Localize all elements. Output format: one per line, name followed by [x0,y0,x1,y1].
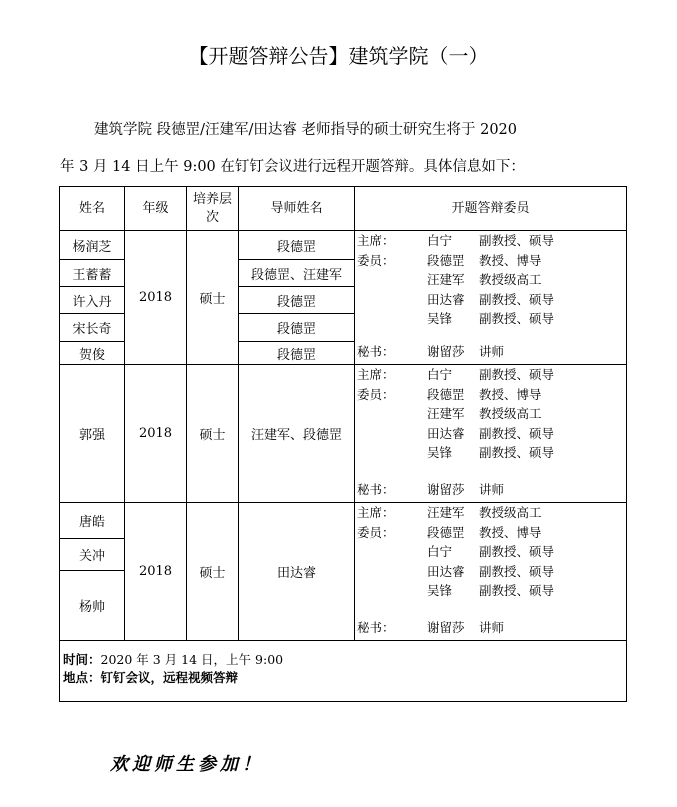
table-row [60,365,627,503]
advisor-cell: 段德罡 [239,342,355,365]
grade-cell: 2018 [125,503,187,641]
advisor-cell: 田达睿 [239,503,355,641]
student-name: 杨润芝 [60,231,125,260]
welcome-message: 欢迎师生参加！ [110,754,264,775]
committee-cell: 主席： 白宁 副教授、硕导 委员： 段德罡 教授、博导 汪建军 教授级高工 田达睿 副教授、硕导 吴锋 副教授、硕导 秘书： 谢留莎 讲师 [355,365,627,503]
table-header-row [60,187,627,231]
student-name: 许入丹 [60,287,125,314]
student-name: 唐皓 [60,503,125,539]
intro-line-2: 年 3 月 14 日上午 9:00 在钉钉会议进行远程开题答辩。具体信息如下： [60,159,525,175]
secretary-row: 秘书： 谢留莎 讲师 [357,481,505,497]
time-place-cell [60,641,627,702]
header-name: 姓名 [60,187,125,231]
level-cell: 硕士 [187,231,239,365]
advisor-cell: 段德罡、汪建军 [239,260,355,287]
secretary-row: 秘书： 谢留莎 讲师 [357,619,505,635]
page-title: 【开题答辩公告】建筑学院（一） [188,44,489,68]
header-level: 培养层次 [187,187,239,231]
committee-cell: 主席： 白宁 副教授、硕导 委员： 段德罡 教授、博导 汪建军 教授级高工 田达睿 副教授、硕导 吴锋 副教授、硕导 秘书： 谢留莎 讲师 [355,231,627,365]
committee-cell: 主席： 汪建军 教授级高工 委员： 段德罡 教授、博导 白宁 副教授、硕导 田达睿 副教授、硕导 吴锋 副教授、硕导 秘书： 谢留莎 讲师 [355,503,627,641]
secretary-row: 秘书： 谢留莎 讲师 [357,343,505,359]
time-label: 时间： [63,652,101,667]
place-label: 地点： [63,670,101,685]
advisor-cell: 汪建军、段德罡 [239,365,355,503]
header-grade: 年级 [125,187,187,231]
student-name: 郭强 [60,365,125,503]
grade-cell: 2018 [125,365,187,503]
level-cell: 硕士 [187,365,239,503]
header-committee: 开题答辩委员 [355,187,627,231]
student-name: 贺俊 [60,342,125,365]
time-value: 2020 年 3 月 14 日，上午 9:00 [100,652,284,667]
student-name: 杨帅 [60,571,125,641]
level-cell: 硕士 [187,503,239,641]
student-name: 王蓄蓄 [60,260,125,287]
student-name: 宋长奇 [60,314,125,342]
advisor-cell: 段德罡 [239,314,355,342]
advisor-cell: 段德罡 [239,287,355,314]
grade-cell: 2018 [125,231,187,365]
intro-line-1: 建筑学院 段德罡/汪建军/田达睿 老师指导的硕士研究生将于 2020 [94,122,517,138]
advisor-cell: 段德罡 [239,231,355,260]
table-row [60,503,627,539]
student-name: 关冲 [60,539,125,571]
defense-schedule-table [59,186,627,702]
table-row [60,231,627,260]
place-value: 钉钉会议，远程视频答辩 [100,670,239,685]
header-advisor: 导师姓名 [239,187,355,231]
info-row [60,641,627,702]
